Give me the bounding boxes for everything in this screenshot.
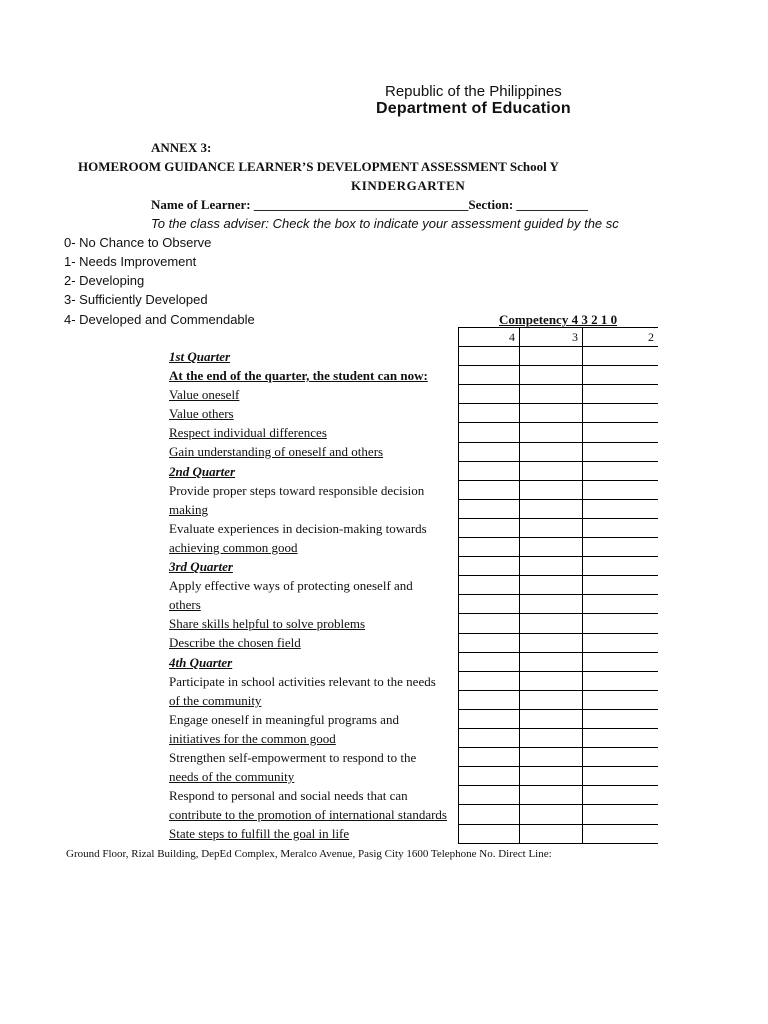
competency-item: Strengthen self-empowerment to respond to the [169, 750, 417, 765]
quarter-4-heading: 4th Quarter [169, 655, 233, 670]
competency-item: of the community [169, 693, 262, 708]
rating-checkbox-cell[interactable] [582, 499, 658, 519]
rating-checkbox-cell[interactable] [582, 766, 658, 786]
rating-checkbox-cell[interactable] [519, 728, 582, 748]
quarter-2-heading: 2nd Quarter [169, 464, 236, 479]
competency-item: Value others [169, 406, 234, 421]
rating-checkbox-cell[interactable] [458, 785, 519, 805]
rating-checkbox-cell[interactable] [582, 804, 658, 824]
competency-item: Engage oneself in meaningful programs and [169, 712, 399, 727]
competency-item: others [169, 597, 201, 612]
rating-checkbox-cell[interactable] [582, 518, 658, 538]
rating-checkbox-cell[interactable] [458, 575, 519, 595]
rating-checkbox-cell[interactable] [519, 785, 582, 805]
competency-item: Gain understanding of oneself and others [169, 444, 384, 459]
rating-checkbox-cell[interactable] [458, 556, 519, 576]
rating-checkbox-cell[interactable] [458, 537, 519, 557]
rating-checkbox-cell[interactable] [458, 804, 519, 824]
rating-checkbox-cell[interactable] [458, 365, 519, 385]
rating-column-header: 2 [582, 327, 658, 346]
rating-checkbox-cell[interactable] [519, 403, 582, 423]
rating-checkbox-cell[interactable] [458, 747, 519, 767]
rating-checkbox-cell[interactable] [519, 652, 582, 672]
rating-column-header: 4 [458, 327, 519, 346]
rating-checkbox-cell[interactable] [519, 824, 582, 844]
competency-item: Evaluate experiences in decision-making towards [169, 521, 427, 536]
rating-checkbox-cell[interactable] [519, 556, 582, 576]
scale-item-3: 3- Sufficiently Developed [64, 292, 208, 307]
competency-header: Competency 4 3 2 1 0 [499, 312, 618, 327]
rating-checkbox-cell[interactable] [519, 442, 582, 462]
rating-checkbox-cell[interactable] [458, 518, 519, 538]
rating-checkbox-cell[interactable] [519, 461, 582, 481]
rating-checkbox-cell[interactable] [519, 766, 582, 786]
rating-checkbox-cell[interactable] [582, 556, 658, 576]
competency-item: contribute to the promotion of international standards [169, 807, 447, 822]
rating-checkbox-cell[interactable] [458, 652, 519, 672]
rating-checkbox-cell[interactable] [519, 346, 582, 366]
rating-checkbox-cell[interactable] [519, 709, 582, 729]
rating-checkbox-cell[interactable] [458, 594, 519, 614]
section-field[interactable]: ___________ [516, 197, 588, 212]
rating-checkbox-cell[interactable] [582, 613, 658, 633]
rating-checkbox-cell[interactable] [519, 671, 582, 691]
name-label: Name of Learner: [151, 197, 251, 212]
competency-item: Respect individual differences [169, 425, 327, 440]
rating-checkbox-cell[interactable] [519, 537, 582, 557]
rating-checkbox-cell[interactable] [582, 728, 658, 748]
competency-item: initiatives for the common good [169, 731, 336, 746]
rating-checkbox-cell[interactable] [519, 804, 582, 824]
scale-item-0: 0- No Chance to Observe [64, 235, 212, 250]
rating-checkbox-cell[interactable] [458, 728, 519, 748]
rating-checkbox-cell[interactable] [582, 480, 658, 500]
rating-checkbox-cell[interactable] [582, 709, 658, 729]
rating-checkbox-cell[interactable] [519, 365, 582, 385]
rating-checkbox-cell[interactable] [582, 575, 658, 595]
republic-header: Republic of the Philippines [385, 83, 562, 100]
rating-checkbox-cell[interactable] [582, 824, 658, 844]
competency-item: Describe the chosen field [169, 635, 301, 650]
rating-checkbox-cell[interactable] [519, 575, 582, 595]
competency-item: Provide proper steps toward responsible decision [169, 483, 425, 498]
instruction-text: To the class adviser: Check the box to indicate your assessment guided by the sc [151, 216, 619, 231]
rating-checkbox-cell[interactable] [519, 690, 582, 710]
form-title: HOMEROOM GUIDANCE LEARNER’S DEVELOPMENT ASSESSMENT School Y [78, 159, 559, 174]
rating-checkbox-cell[interactable] [582, 747, 658, 767]
rating-checkbox-cell[interactable] [458, 613, 519, 633]
rating-checkbox-cell[interactable] [582, 671, 658, 691]
scale-item-2: 2- Developing [64, 273, 145, 288]
competency-item: making [169, 502, 208, 517]
quarter-1-heading: 1st Quarter [169, 349, 231, 364]
scale-item-1: 1- Needs Improvement [64, 254, 197, 269]
competency-item: State steps to fulfill the goal in life [169, 826, 350, 841]
rating-checkbox-cell[interactable] [519, 518, 582, 538]
rating-checkbox-cell[interactable] [582, 594, 658, 614]
learner-line [151, 197, 588, 213]
rating-checkbox-cell[interactable] [582, 442, 658, 462]
competency-item: Participate in school activities relevant to the needs [169, 674, 436, 689]
annex-label: ANNEX 3: [151, 140, 212, 155]
rating-checkbox-cell[interactable] [458, 824, 519, 844]
competency-item: Share skills helpful to solve problems [169, 616, 366, 631]
rating-checkbox-cell[interactable] [519, 384, 582, 404]
competency-item: Value oneself [169, 387, 240, 402]
rating-checkbox-cell[interactable] [458, 671, 519, 691]
competency-item: Apply effective ways of protecting oneself and [169, 578, 413, 593]
quarter-3-heading: 3rd Quarter [169, 559, 233, 574]
rating-checkbox-cell[interactable] [519, 747, 582, 767]
section-label: Section: [468, 197, 514, 212]
rating-checkbox-cell[interactable] [582, 785, 658, 805]
name-field[interactable]: _________________________________ [253, 197, 469, 212]
department-header: Department of Education [376, 100, 571, 117]
quarter-1-intro: At the end of the quarter, the student can now: [169, 368, 428, 383]
rating-checkbox-cell[interactable] [458, 442, 519, 462]
rating-checkbox-cell[interactable] [458, 766, 519, 786]
rating-checkbox-cell[interactable] [458, 499, 519, 519]
rating-checkbox-cell[interactable] [458, 422, 519, 442]
competency-item: needs of the community [169, 769, 295, 784]
rating-checkbox-cell[interactable] [582, 652, 658, 672]
rating-checkbox-cell[interactable] [582, 365, 658, 385]
rating-checkbox-cell[interactable] [582, 633, 658, 653]
rating-checkbox-cell[interactable] [458, 633, 519, 653]
scale-item-4: 4- Developed and Commendable [64, 312, 255, 327]
rating-checkbox-cell[interactable] [582, 690, 658, 710]
rating-checkbox-cell[interactable] [582, 537, 658, 557]
rating-checkbox-cell[interactable] [458, 346, 519, 366]
rating-checkbox-cell[interactable] [458, 480, 519, 500]
rating-checkbox-cell[interactable] [582, 461, 658, 481]
rating-checkbox-cell[interactable] [519, 594, 582, 614]
footer-address: Ground Floor, Rizal Building, DepEd Complex, Meralco Avenue, Pasig City 1600 Telephone No. Direct Line: [66, 848, 552, 860]
rating-checkbox-cell[interactable] [582, 346, 658, 366]
rating-checkbox-cell[interactable] [519, 613, 582, 633]
rating-checkbox-cell[interactable] [519, 499, 582, 519]
rating-checkbox-cell[interactable] [519, 422, 582, 442]
rating-checkbox-cell[interactable] [458, 384, 519, 404]
rating-checkbox-cell[interactable] [458, 709, 519, 729]
competency-item: Respond to personal and social needs that can [169, 788, 408, 803]
rating-checkbox-cell[interactable] [458, 403, 519, 423]
grade-level: KINDERGARTEN [351, 178, 466, 193]
rating-column-header: 3 [519, 327, 582, 346]
rating-checkbox-cell[interactable] [458, 461, 519, 481]
competency-item: achieving common good [169, 540, 298, 555]
rating-checkbox-cell[interactable] [582, 422, 658, 442]
rating-checkbox-cell[interactable] [519, 633, 582, 653]
rating-checkbox-cell[interactable] [582, 384, 658, 404]
rating-checkbox-cell[interactable] [519, 480, 582, 500]
rating-checkbox-cell[interactable] [458, 690, 519, 710]
rating-checkbox-cell[interactable] [582, 403, 658, 423]
